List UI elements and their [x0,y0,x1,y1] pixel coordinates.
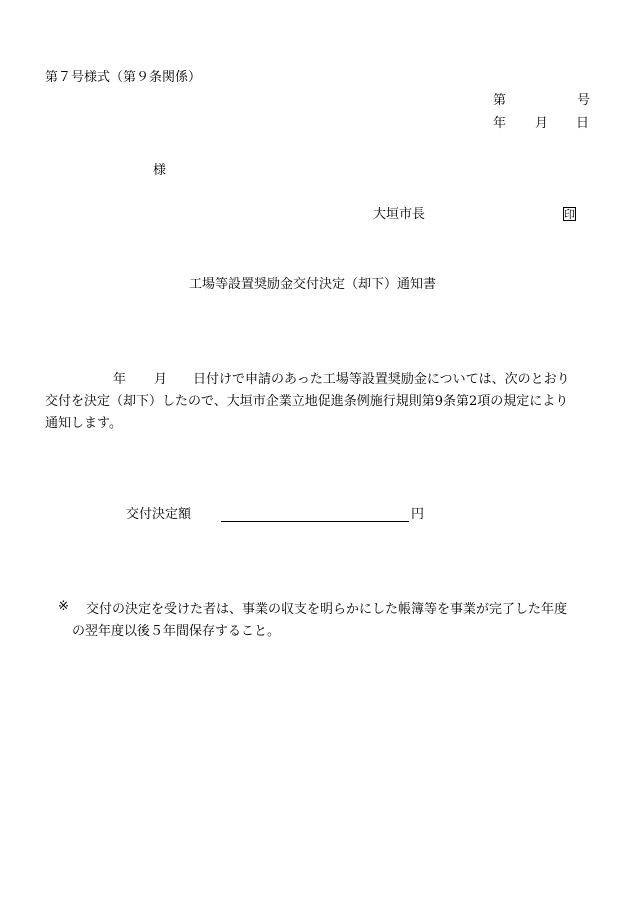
body-line-3: 通知します。 [45,416,122,431]
amount-label: 交付決定額 [126,507,192,522]
note-line-2: の翌年度以後５年間保存すること。 [72,624,281,639]
date-day-label: 日 [576,116,590,131]
document-number-prefix: 第 [493,93,507,108]
body-line-2: 交付を決定（却下）したので、大垣市企業立地促進条例施行規則第9条第2項の規定により [45,394,569,409]
body-year-label: 年 [113,372,127,387]
form-number: 第７号様式（第９条関係） [45,70,202,85]
amount-unit: 円 [411,507,425,522]
date-year-label: 年 [493,116,507,131]
body-line-1 [45,369,590,391]
amount-field [221,508,409,522]
date-month-label: 月 [535,116,549,131]
document-title: 工場等設置奨励金交付決定（却下）通知書 [189,277,437,292]
body-month-label: 月 [154,372,168,387]
recipient-honorific: 様 [153,163,167,178]
note-line-1: 交付の決定を受けた者は、事業の収支を明らかにした帳簿等を事業が完了した年度 [86,602,568,617]
body-paragraph [45,369,590,435]
body-line-1-text: 日付けで申請のあった工場等設置奨励金については、次のとおり [193,372,570,387]
note-text [72,599,596,643]
note-mark: ※ [58,599,69,614]
document-number-suffix: 号 [577,93,591,108]
seal-mark: 印 [564,208,575,221]
issuer-name: 大垣市長 [373,207,426,222]
